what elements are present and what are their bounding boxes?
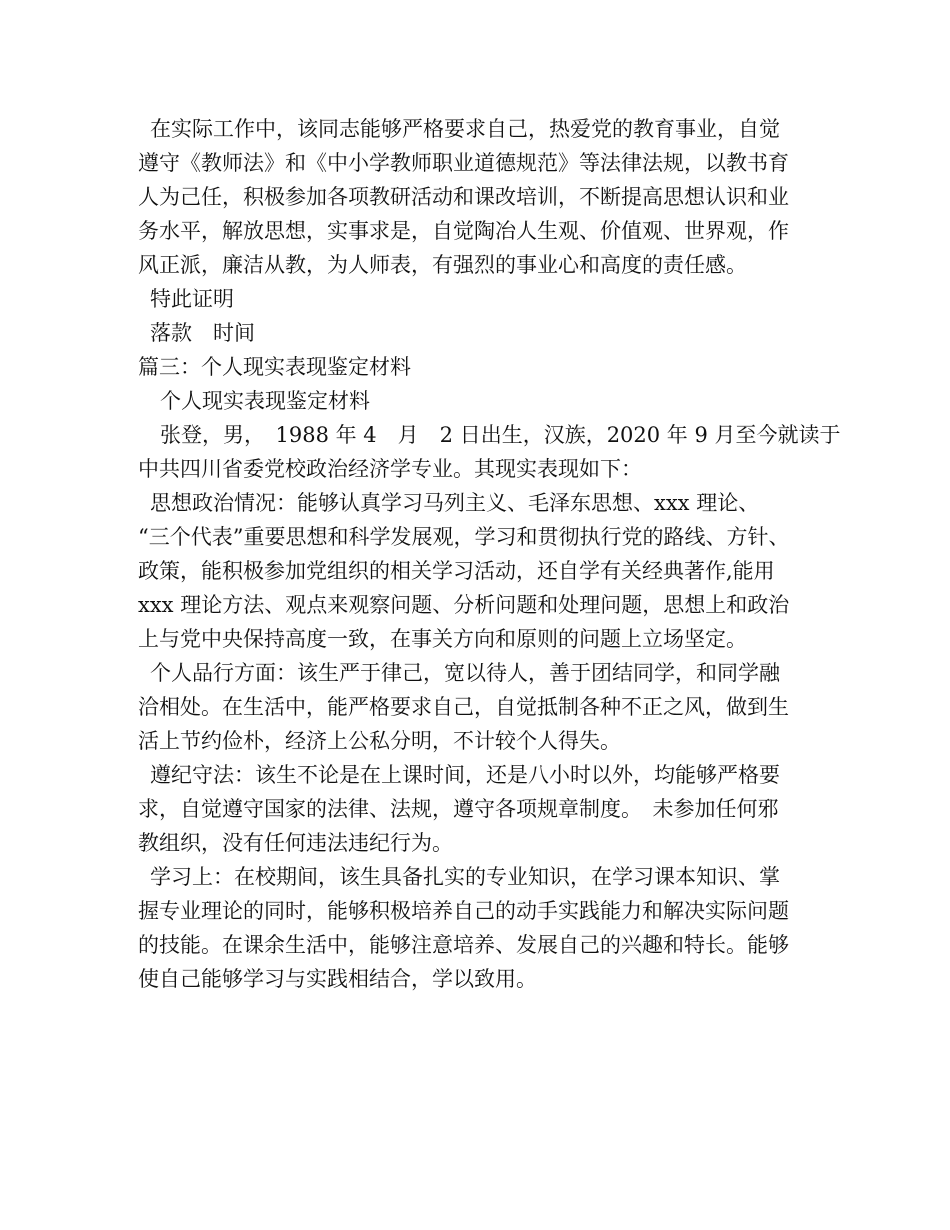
paragraph-line: 人为己任，积极参加各项教研活动和课改培训，不断提高思想认识和业: [138, 185, 789, 209]
paragraph-line: “三个代表”重要思想和科学发展观，学习和贯彻执行党的路线、方针、: [138, 525, 790, 549]
paragraph-line: 政策，能积极参加党组织的相关学习活动，还自学有关经典著作,能用: [138, 559, 775, 583]
closing-statement: 特此证明: [150, 287, 234, 311]
paragraph-line: 遵守《教师法》和《中小学教师职业道德规范》等法律法规，以教书育: [138, 151, 789, 175]
paragraph-line: 使自己能够学习与实践相结合，学以致用。: [138, 967, 537, 991]
paragraph-line: xxx 理论方法、观点来观察问题、分析问题和处理问题，思想上和政治: [138, 593, 790, 617]
paragraph-line: 教组织，没有任何违法违纪行为。: [138, 831, 453, 855]
paragraph-line: 求，自觉遵守国家的法律、法规，遵守各项规章制度。 未参加任何邪: [138, 797, 779, 821]
document-title: 个人现实表现鉴定材料: [160, 389, 370, 413]
signature-line: 落款 时间: [150, 321, 255, 345]
paragraph-line: 上与党中央保持高度一致，在事关方向和原则的问题上立场坚定。: [138, 627, 747, 651]
paragraph-line: 在实际工作中，该同志能够严格要求自己，热爱党的教育事业，自觉: [150, 117, 780, 141]
paragraph-line: 学习上：在校期间，该生具备扎实的专业知识，在学习课本知识、掌: [150, 865, 780, 889]
paragraph-line: 风正派，廉洁从教，为人师表，有强烈的事业心和高度的责任感。: [138, 253, 747, 277]
paragraph-line: 活上节约俭朴，经济上公私分明，不计较个人得失。: [138, 729, 621, 753]
paragraph-line: 思想政治情况：能够认真学习马列主义、毛泽东思想、xxx 理论、: [150, 491, 760, 515]
paragraph-line: 握专业理论的同时，能够积极培养自己的动手实践能力和解决实际问题: [138, 899, 789, 923]
paragraph-line: 张登，男， 1988 年 4 月 2 日出生，汉族，2020 年 9 月至今就读于: [160, 423, 841, 447]
document-page: [138, 112, 841, 996]
paragraph-line: 的技能。在课余生活中，能够注意培养、发展自己的兴趣和特长。能够: [138, 933, 789, 957]
paragraph-line: 洽相处。在生活中，能严格要求自己，自觉抵制各种不正之风，做到生: [138, 695, 789, 719]
section-heading: 篇三：个人现实表现鉴定材料: [138, 355, 411, 379]
paragraph-line: 遵纪守法：该生不论是在上课时间，还是八小时以外，均能够严格要: [150, 763, 780, 787]
paragraph-line: 中共四川省委党校政治经济学专业。其现实表现如下：: [138, 457, 642, 481]
paragraph-line: 务水平，解放思想，实事求是，自觉陶冶人生观、价值观、世界观，作: [138, 219, 789, 243]
paragraph-line: 个人品行方面：该生严于律己，宽以待人，善于团结同学，和同学融: [150, 661, 780, 685]
